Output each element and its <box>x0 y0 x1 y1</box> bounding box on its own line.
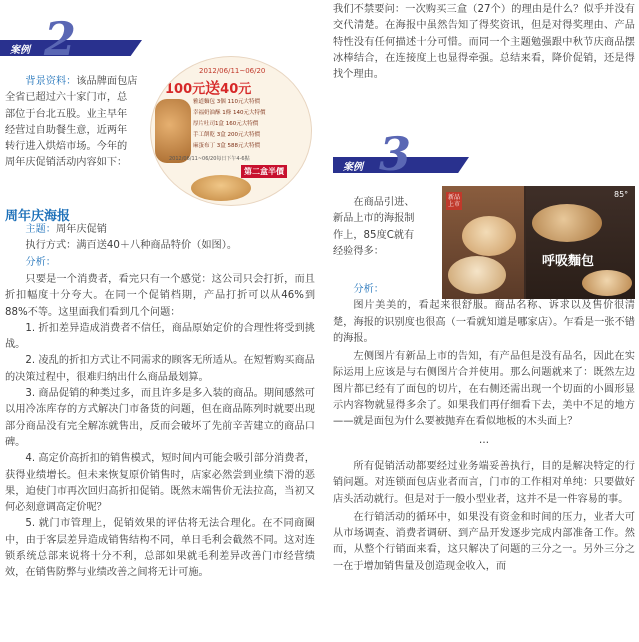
case3-para-0: 图片美美的，看起来很舒服。商品名称、诉求以及售价很清楚，海报的识别度也很高（一看就知道是哪家店）。乍看是一张不错的海报。 <box>333 300 635 344</box>
poster-headline-c: 40元 <box>220 82 252 97</box>
ad-new-tag: 新品上市 <box>447 194 460 208</box>
case2-para-4: 4. 高定价高折扣的销售模式，短时间内可能会吸引部分消费者，获得业绩增长。但未来恢复原价销售时，店家必然尝到业绩下滑的恶果，迫使门市再次回归高折扣促销。既然末端售价无法拉高，当初又何必刻意调高定价呢？ <box>5 453 315 514</box>
case2-label: 案例 <box>10 45 30 56</box>
poster-offer-4: 麻蛋布丁 3盒 588元大特價 <box>193 143 260 149</box>
bg-line-4: 转行进入烘焙市场。今年的 <box>5 141 128 153</box>
poster-headline-a: 100元 <box>165 82 206 97</box>
case2-para-2: 2. 凌乱的折扣方式让不同需求的顾客无所适从。在短暂购买商品的决策过程中，很难归纳出什么商品最划算。 <box>5 355 315 383</box>
theme-label: 主题： <box>25 224 56 235</box>
case2-para-3: 3. 商品促销的种类过多，而且许多是多入装的商品。期间感然可以用冷冻库存的方式解决门市备货的问题，但在商品陈列时就要出现部分商品没有完全解冻就售出，反而会破坏了先前辛苦建立的商品口碑。 <box>5 388 315 448</box>
case2-analysis-body <box>5 272 315 582</box>
case3-intro-0: 在商品引进、 <box>353 197 415 208</box>
exec-label: 执行方式： <box>25 240 77 252</box>
case2-banner <box>0 12 142 66</box>
poster-headline <box>165 77 251 98</box>
bg-label: 背景资料： <box>25 76 77 87</box>
bg-line-3: 经营过自助餐生意，近两年 <box>5 124 128 136</box>
bg-line-2: 部位于台北五股。业主早年 <box>5 108 128 120</box>
poster-bread-image <box>155 99 191 163</box>
ad-bread-3 <box>532 204 602 242</box>
poster-offer-3: 手工餅乾 3盒 200元大特價 <box>193 132 260 138</box>
poster-offer-2: 厚片吐司1盒 160元大特價 <box>193 121 259 127</box>
poster-pastry-image <box>191 175 251 201</box>
case2-para-1: 1. 折扣差异造成消费者不信任，商品原始定价的合理性将受到挑战。 <box>5 322 315 351</box>
theme-value: 周年庆促销 <box>55 224 107 235</box>
case3-intro-3: 经验得多： <box>333 245 384 257</box>
case2-meta <box>5 222 317 271</box>
poster-date: 2012/06/11~06/20 <box>199 67 266 75</box>
case3-intro-1: 新品上市的海报制 <box>333 213 415 225</box>
bg-line-0: 该品牌面包店 <box>76 76 138 87</box>
case3-para-1: 左侧图片有新品上市的告知，有产品但是没有品名，因此在实际运用上应该是与右侧图片合并使用。那么问题就来了：既然左边图片都已经有了面包的切片，在右侧还需出现一个切面的小圆形显示内容物就显得多余了。如果我们再仔细看下去，美中不足的地方——就是面包为什么要被抛弃在看似地板的木头面上？ <box>333 351 635 428</box>
case3-number: 3 <box>379 127 412 181</box>
case2-analysis-label: 分析： <box>25 256 56 268</box>
poster-offer-list <box>193 97 305 152</box>
case2-number: 2 <box>44 12 77 66</box>
case3-banner <box>333 127 469 181</box>
ad-brand: 85° <box>614 190 629 199</box>
case3-intro <box>333 195 443 260</box>
poster-offer-0: 雅道麵包 3個 110元大特價 <box>193 99 260 105</box>
ad-bread-1 <box>462 216 516 256</box>
exec-value: 满百送40＋八种商品特价（如图）。 <box>76 240 238 252</box>
case2-para-0: 只要是一个消费者，看完只有一个感觉：这公司只会打折，而且折扣幅度十分夸大。在同一个促销档期，产品打折可以从46%到88%不等。这里面我们看到几个问题： <box>5 274 315 318</box>
case3-intro-2: 作上，85度C就有 <box>333 229 415 241</box>
ad-big-text: 呼吸麵包 <box>542 254 595 269</box>
case2-background <box>5 74 153 172</box>
case3-label: 案例 <box>343 162 363 173</box>
poster-offer-1: 幸福奶油酥 1條 140元大特價 <box>193 110 266 116</box>
promo-poster <box>150 56 312 206</box>
right-top-para-0: 我们不禁要问：一次购买三盒（27个）的理由是什么？似乎并没有交代清楚。在海报中虽然告知了得奖资讯，但是对得奖理由、产品特性没有任何描述十分可惜。而同一个主题勉强跟中秋节庆商品摆冰棒结合，在连接度上也显得牵强。总结来看，降价促销，还是得找个理由。 <box>333 4 635 81</box>
right-top-text <box>333 2 635 83</box>
bg-line-5: 周年庆促销活动内容如下： <box>5 157 128 169</box>
bg-line-1: 全省已超过六十家门市，总 <box>5 92 128 104</box>
case3-analysis <box>333 282 635 575</box>
case2-title: 周年庆海报 <box>5 209 71 224</box>
case3-para-3: 所有促销活动都要经过业务端妥善执行，目的是解决特定的行销问题。对连锁面包店业者而言，门市的工作相对单纯：只要做好店头活动就行。但是对于一般小型业者，这并不是一件容易的事。 <box>333 460 635 505</box>
poster-footer: 第二盒半價 <box>241 165 287 178</box>
case3-analysis-label: 分析： <box>353 284 384 295</box>
case3-para-2: … <box>478 434 490 446</box>
poster-headline-b: 送 <box>205 79 221 97</box>
case3-para-4: 在行销活动的循环中，如果没有资金和时间的压力，业者大可从市场调查、消费者调研、到产品开发逐步完成内部准备工作。然而，从整个行销面来看，这只解决了问题的三分之一。另外三分之一在于增加销售量及创造现金收入，而 <box>333 511 635 572</box>
case2-para-5: 5. 就门市管理上，促销效果的评估将无法合理化。在不同商圈中，由于客层差异造成销售结构不同，单日毛利会截然不同。这对连锁系统总部来说将十分不利，总部如果就毛利差异改善门市经营绩效，在销售防弊与业绩改善之间将无计可施。 <box>5 518 315 579</box>
poster-note: 2012/06/11~06/20每日下午4-6點 <box>169 156 250 162</box>
